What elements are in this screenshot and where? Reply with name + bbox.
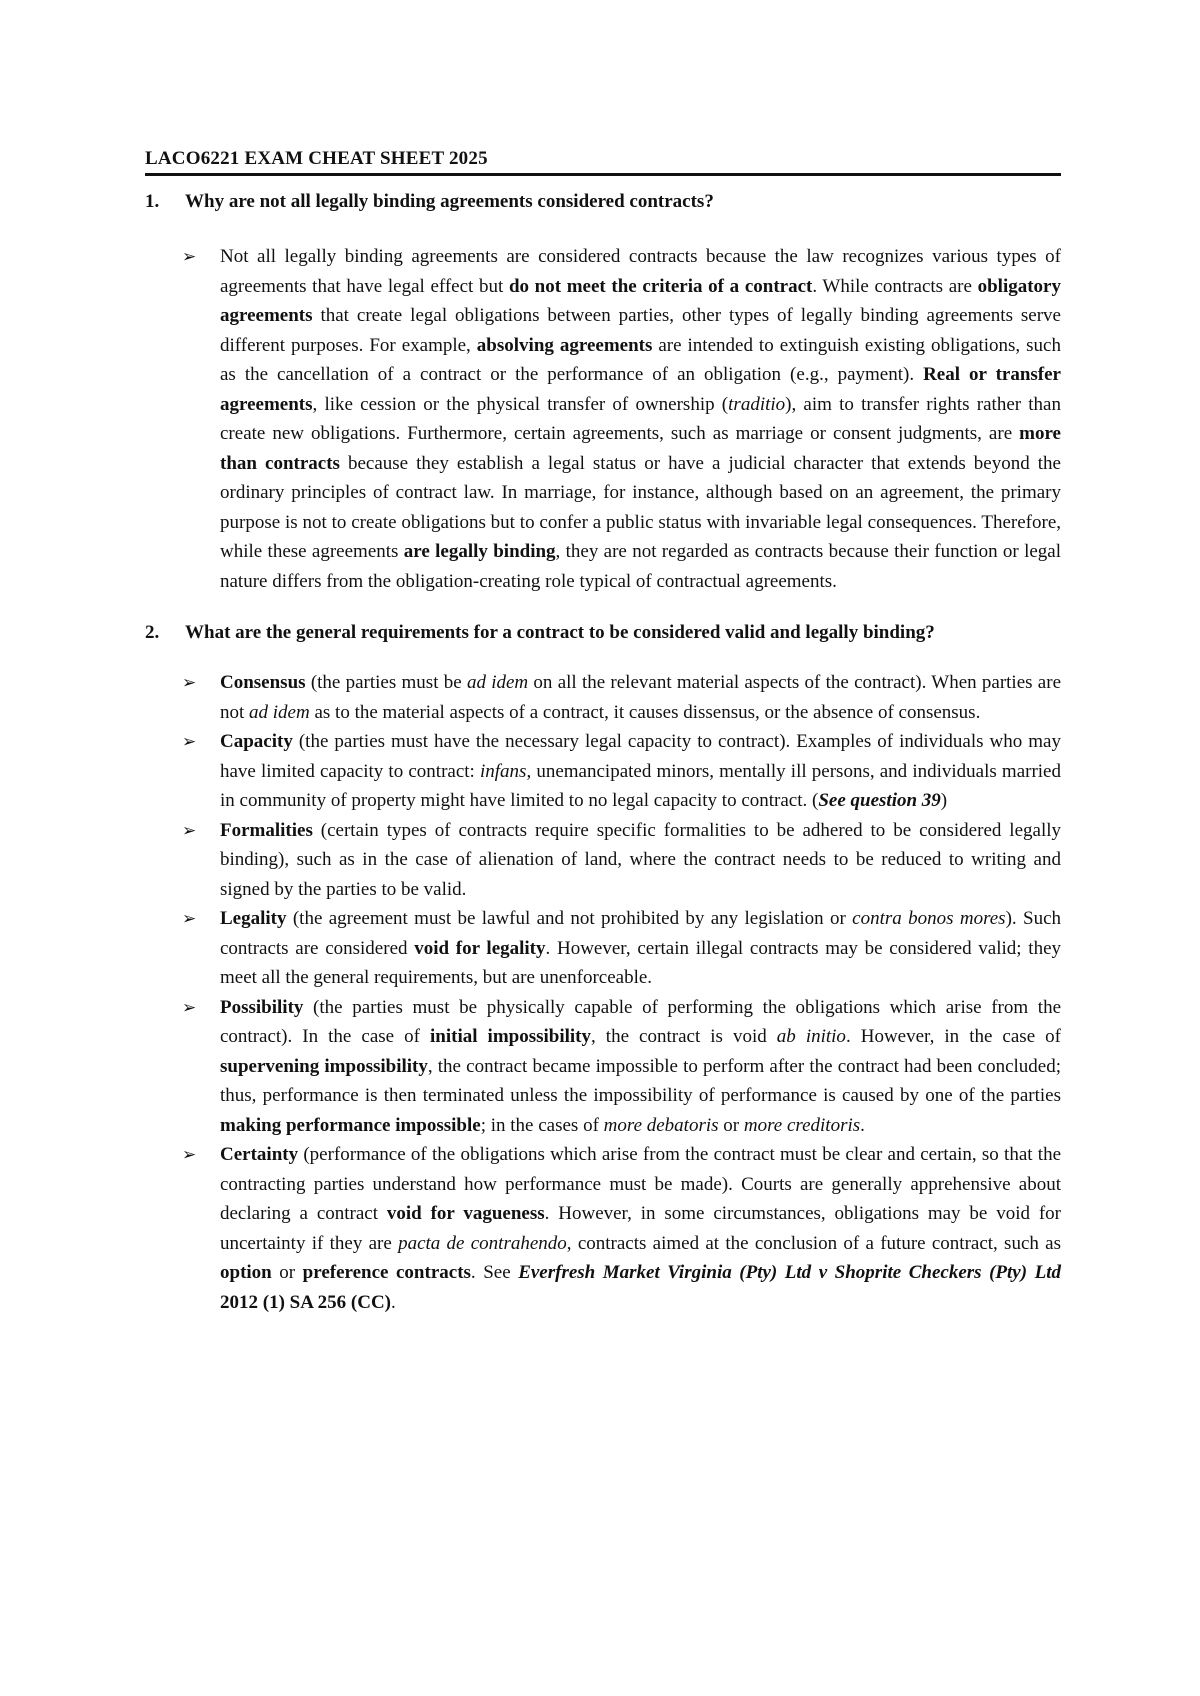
- bullet-text: [220, 816, 1061, 905]
- bold-text: more than contracts: [220, 423, 1061, 474]
- bold-text: making performance impossible: [220, 1114, 481, 1136]
- question-text: Why are not all legally binding agreements considered contracts?: [185, 191, 714, 212]
- answer-bullet: [145, 242, 1061, 596]
- question-number: 1.: [145, 191, 160, 212]
- bold-text: supervening impossibility: [220, 1055, 428, 1077]
- bold-text: Formalities: [220, 819, 313, 841]
- document-body: [145, 148, 1061, 1317]
- answer-bullet: [145, 904, 1061, 993]
- bold-italic-text: Everfresh Market Virginia (Pty) Ltd v Shoprite Checkers (Pty) Ltd: [518, 1262, 1061, 1283]
- italic-text: infans: [479, 760, 527, 782]
- text-run: . While contracts are: [812, 275, 978, 297]
- text-run: or: [271, 1262, 303, 1283]
- italic-text: ad idem: [249, 701, 310, 723]
- text-run: , they are not regarded as contracts because their function or legal nature differs from the obligation-creating role typical of contractual agreements.: [220, 541, 1061, 592]
- bullet-text: [220, 668, 1061, 727]
- text-run: ), aim to transfer rights rather than create new obligations. Furthermore, certain agreements, such as marriage or consent judgments, are: [220, 393, 1061, 444]
- text-run: (the agreement must be lawful and not prohibited by any legislation or: [286, 908, 853, 929]
- bold-text: void for legality: [414, 937, 546, 959]
- arrowhead-bullet-icon: ➢: [182, 673, 197, 692]
- arrowhead-bullet-icon: ➢: [182, 997, 197, 1017]
- bullet-text: [220, 904, 1061, 993]
- text-run: . However, in the case of: [845, 1026, 1061, 1047]
- text-run: , contracts aimed at the conclusion of a future contract, such as: [566, 1232, 1061, 1254]
- bold-text: Certainty: [220, 1144, 299, 1165]
- arrowhead-bullet-icon: ➢: [182, 732, 197, 751]
- bold-text: Possibility: [220, 996, 304, 1018]
- italic-text: more debatoris: [603, 1114, 719, 1136]
- answer-bullet: [145, 816, 1061, 905]
- text-run: (certain types of contracts require specific formalities to be adhered to be considered legally binding), such as in the case of alienation of land, where the contract needs to be reduced to writing and signed by the parties to be valid.: [220, 819, 1061, 900]
- bold-text: Capacity: [220, 731, 293, 752]
- bold-text: absolving agreements: [476, 334, 653, 356]
- text-run: because they establish a legal status or have a judicial character that extends beyond the ordinary principles of contract law. In marriage, for instance, although based on an agreement, the primary purpose is not to create obligations but to confer a public status with invariable legal consequences. Therefore, while these agreements: [220, 452, 1061, 562]
- text-run: (the parties must be physically capable of performing the obligations which arise from the contract). In the case of: [220, 996, 1061, 1047]
- italic-text: contra bonos mores: [852, 908, 1006, 929]
- text-run: , unemancipated minors, mentally ill persons, and individuals married in community of property might have limited to no legal capacity to contract. (: [220, 760, 1061, 811]
- question-2-answer-list: [145, 668, 1061, 1317]
- text-run: (performance of the obligations which arise from the contract must be clear and certain, so that the contracting parties understand how performance must be made). Courts are generally apprehensive about declaring a contract: [220, 1144, 1061, 1224]
- bold-text: option: [220, 1262, 272, 1283]
- answer-bullet: [145, 727, 1061, 816]
- bold-italic-text: See question 39: [818, 790, 941, 811]
- text-run: are intended to extinguish existing obligations, such as the cancellation of a contract or the performance of an obligation (e.g., payment).: [220, 334, 1061, 385]
- bold-text: are legally binding: [403, 541, 556, 562]
- text-run: . However, in some circumstances, obligations may be void for uncertainty if they are: [220, 1203, 1061, 1254]
- text-run: that create legal obligations between parties, other types of legally binding agreements serve different purposes. For example,: [220, 305, 1061, 356]
- bold-text: do not meet the criteria of a contract: [508, 275, 813, 297]
- bold-text: initial impossibility: [430, 1026, 592, 1047]
- document-title: LACO6221 EXAM CHEAT SHEET 2025: [145, 148, 1061, 176]
- text-run: (the parties must be: [305, 672, 467, 693]
- question-2-heading: [145, 618, 1061, 647]
- answer-bullet: [145, 993, 1061, 1141]
- arrowhead-bullet-icon: ➢: [182, 909, 197, 928]
- arrowhead-bullet-icon: ➢: [182, 247, 197, 266]
- text-run: ): [940, 790, 948, 811]
- arrowhead-bullet-icon: ➢: [182, 820, 197, 840]
- bullet-text: [220, 242, 1061, 596]
- text-run: on all the relevant material aspects of the contract). When parties are not: [220, 672, 1061, 723]
- text-run: as to the material aspects of a contract, it causes dissensus, or the absence of consensus.: [309, 701, 981, 723]
- answer-bullet: [145, 668, 1061, 727]
- italic-text: more creditoris: [743, 1114, 861, 1136]
- text-run: . However, certain illegal contracts may be considered valid; they meet all the general requirements, but are unenforceable.: [220, 937, 1061, 988]
- italic-text: traditio: [728, 393, 786, 415]
- question-1-heading: [145, 187, 1061, 216]
- bold-text: obligatory agreements: [220, 275, 1061, 326]
- question-number: 2.: [145, 622, 160, 643]
- text-run: (the parties must have the necessary legal capacity to contract). Examples of individuals who may have limited capacity to contract:: [220, 731, 1061, 782]
- text-run: , the contract became impossible to perform after the contract had been concluded; thus, performance is then terminated unless the impossibility of performance is caused by one of the parties: [220, 1055, 1061, 1106]
- bold-text: void for vagueness: [386, 1203, 545, 1224]
- text-run: Not all legally binding agreements are considered contracts because the law recognizes various types of agreements that have legal effect but: [220, 246, 1061, 297]
- bold-text: Legality: [220, 908, 287, 929]
- question-text: What are the general requirements for a contract to be considered valid and legally binding?: [185, 622, 935, 643]
- question-1-answer-list: [145, 242, 1061, 596]
- text-run: or: [718, 1114, 744, 1136]
- text-run: .: [391, 1291, 396, 1313]
- text-run: ; in the cases of: [480, 1114, 604, 1136]
- bullet-text: [220, 993, 1061, 1141]
- bold-text: Real or transfer agreements: [220, 364, 1061, 415]
- text-run: , like cession or the physical transfer of ownership (: [312, 393, 729, 415]
- italic-text: ad idem: [466, 672, 529, 693]
- italic-text: pacta de contrahendo: [398, 1232, 567, 1254]
- bold-text: preference contracts: [302, 1262, 471, 1283]
- text-run: ). Such contracts are considered: [220, 908, 1062, 959]
- arrowhead-bullet-icon: ➢: [182, 1145, 197, 1164]
- italic-text: ab initio: [776, 1026, 846, 1047]
- text-run: , the contract is void: [591, 1026, 777, 1047]
- text-run: .: [860, 1114, 865, 1136]
- bold-text: 2012 (1) SA 256 (CC): [220, 1291, 391, 1313]
- bold-text: Consensus: [220, 672, 306, 693]
- answer-bullet: [145, 1140, 1061, 1317]
- bullet-text: [220, 727, 1061, 816]
- bullet-text: [220, 1140, 1061, 1317]
- text-run: . See: [470, 1262, 519, 1283]
